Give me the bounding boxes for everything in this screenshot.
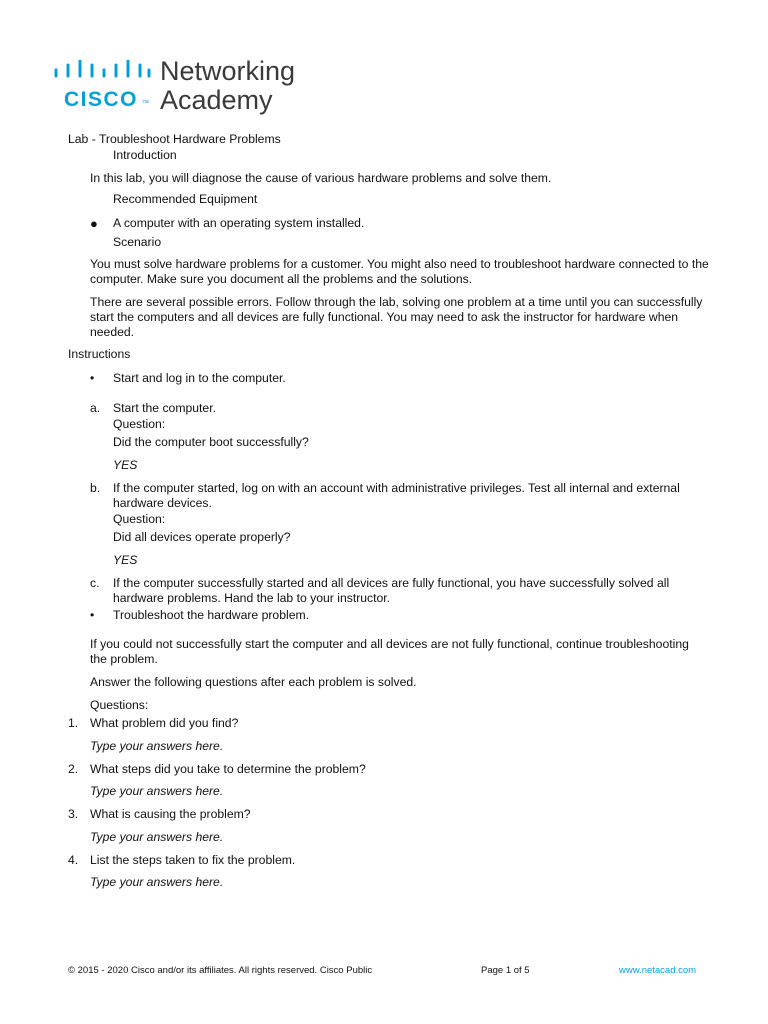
question-text: What is causing the problem? <box>90 807 251 821</box>
step-b-text: If the computer started, log on with an account with administrative privileges. Test all internal and external hardware devices. <box>113 481 680 510</box>
step-c-label: c. <box>90 576 100 590</box>
question-text: What steps did you take to determine the problem? <box>90 762 366 776</box>
cisco-bars-icon <box>53 60 151 80</box>
question-number: 3. <box>68 807 79 821</box>
scenario-paragraph-2: There are several possible errors. Follow through the lab, solving one problem at a time until you can successfully start the computers and all devices are fully functional. You may need to ask the instructor for hardware when needed. <box>90 295 703 339</box>
step-c-text: If the computer successfully started and all devices are fully functional, you have successfully solved all hardware problems. Hand the lab to your instructor. <box>113 576 670 605</box>
intro-text: In this lab, you will diagnose the cause of various hardware problems and solve them. <box>90 171 552 185</box>
step-a-text: Start the computer. <box>113 401 216 415</box>
step-a-label: a. <box>90 401 101 415</box>
step-b-label: b. <box>90 481 101 495</box>
lab-title: Lab - Troubleshoot Hardware Problems <box>68 132 281 146</box>
question-text: List the steps taken to fix the problem. <box>90 853 296 867</box>
step-a-answer: YES <box>113 458 138 472</box>
bullet-icon: • <box>90 608 95 622</box>
answer-instruction: Answer the following questions after each problem is solved. <box>90 675 417 689</box>
step-b-answer: YES <box>113 553 138 567</box>
equipment-item: A computer with an operating system installed. <box>113 216 365 230</box>
trademark-mark: ™ <box>142 100 149 107</box>
step-2: Troubleshoot the hardware problem. <box>113 608 310 622</box>
scenario-heading: Scenario <box>113 235 162 249</box>
question-number: 2. <box>68 762 79 776</box>
logo-academy: Academy <box>160 85 273 115</box>
answer-field[interactable]: Type your answers here. <box>90 875 224 889</box>
answer-field[interactable]: Type your answers here. <box>90 739 224 753</box>
bullet-icon: ● <box>90 216 98 231</box>
equipment-heading: Recommended Equipment <box>113 192 258 206</box>
cisco-wordmark: CISCO <box>64 88 139 111</box>
scenario-paragraph-1: You must solve hardware problems for a customer. You might also need to troubleshoot hardware connected to the computer. Make sure you document all the problems and the solutions. <box>90 257 709 286</box>
continue-paragraph: If you could not successfully start the computer and all devices are not fully functional, continue troubleshooting the problem. <box>90 637 689 666</box>
question-text: What problem did you find? <box>90 716 239 730</box>
introduction-heading: Introduction <box>113 148 177 162</box>
question-number: 1. <box>68 716 79 730</box>
footer-page-number: Page 1 of 5 <box>481 965 530 976</box>
step-b-question: Did all devices operate properly? <box>113 530 291 544</box>
answer-field[interactable]: Type your answers here. <box>90 830 224 844</box>
bullet-icon: • <box>90 371 95 385</box>
question-number: 4. <box>68 853 79 867</box>
question-label: Question: <box>113 512 166 526</box>
question-label: Question: <box>113 417 166 431</box>
logo-networking: Networking <box>160 56 296 86</box>
step-a-question: Did the computer boot successfully? <box>113 435 309 449</box>
answer-field[interactable]: Type your answers here. <box>90 784 224 798</box>
footer-link[interactable]: www.netacad.com <box>619 965 697 976</box>
questions-label: Questions: <box>90 698 149 712</box>
footer-copyright: © 2015 - 2020 Cisco and/or its affiliates. All rights reserved. Cisco Public <box>68 965 373 976</box>
instructions-heading: Instructions <box>68 347 131 361</box>
step-1: Start and log in to the computer. <box>113 371 286 385</box>
